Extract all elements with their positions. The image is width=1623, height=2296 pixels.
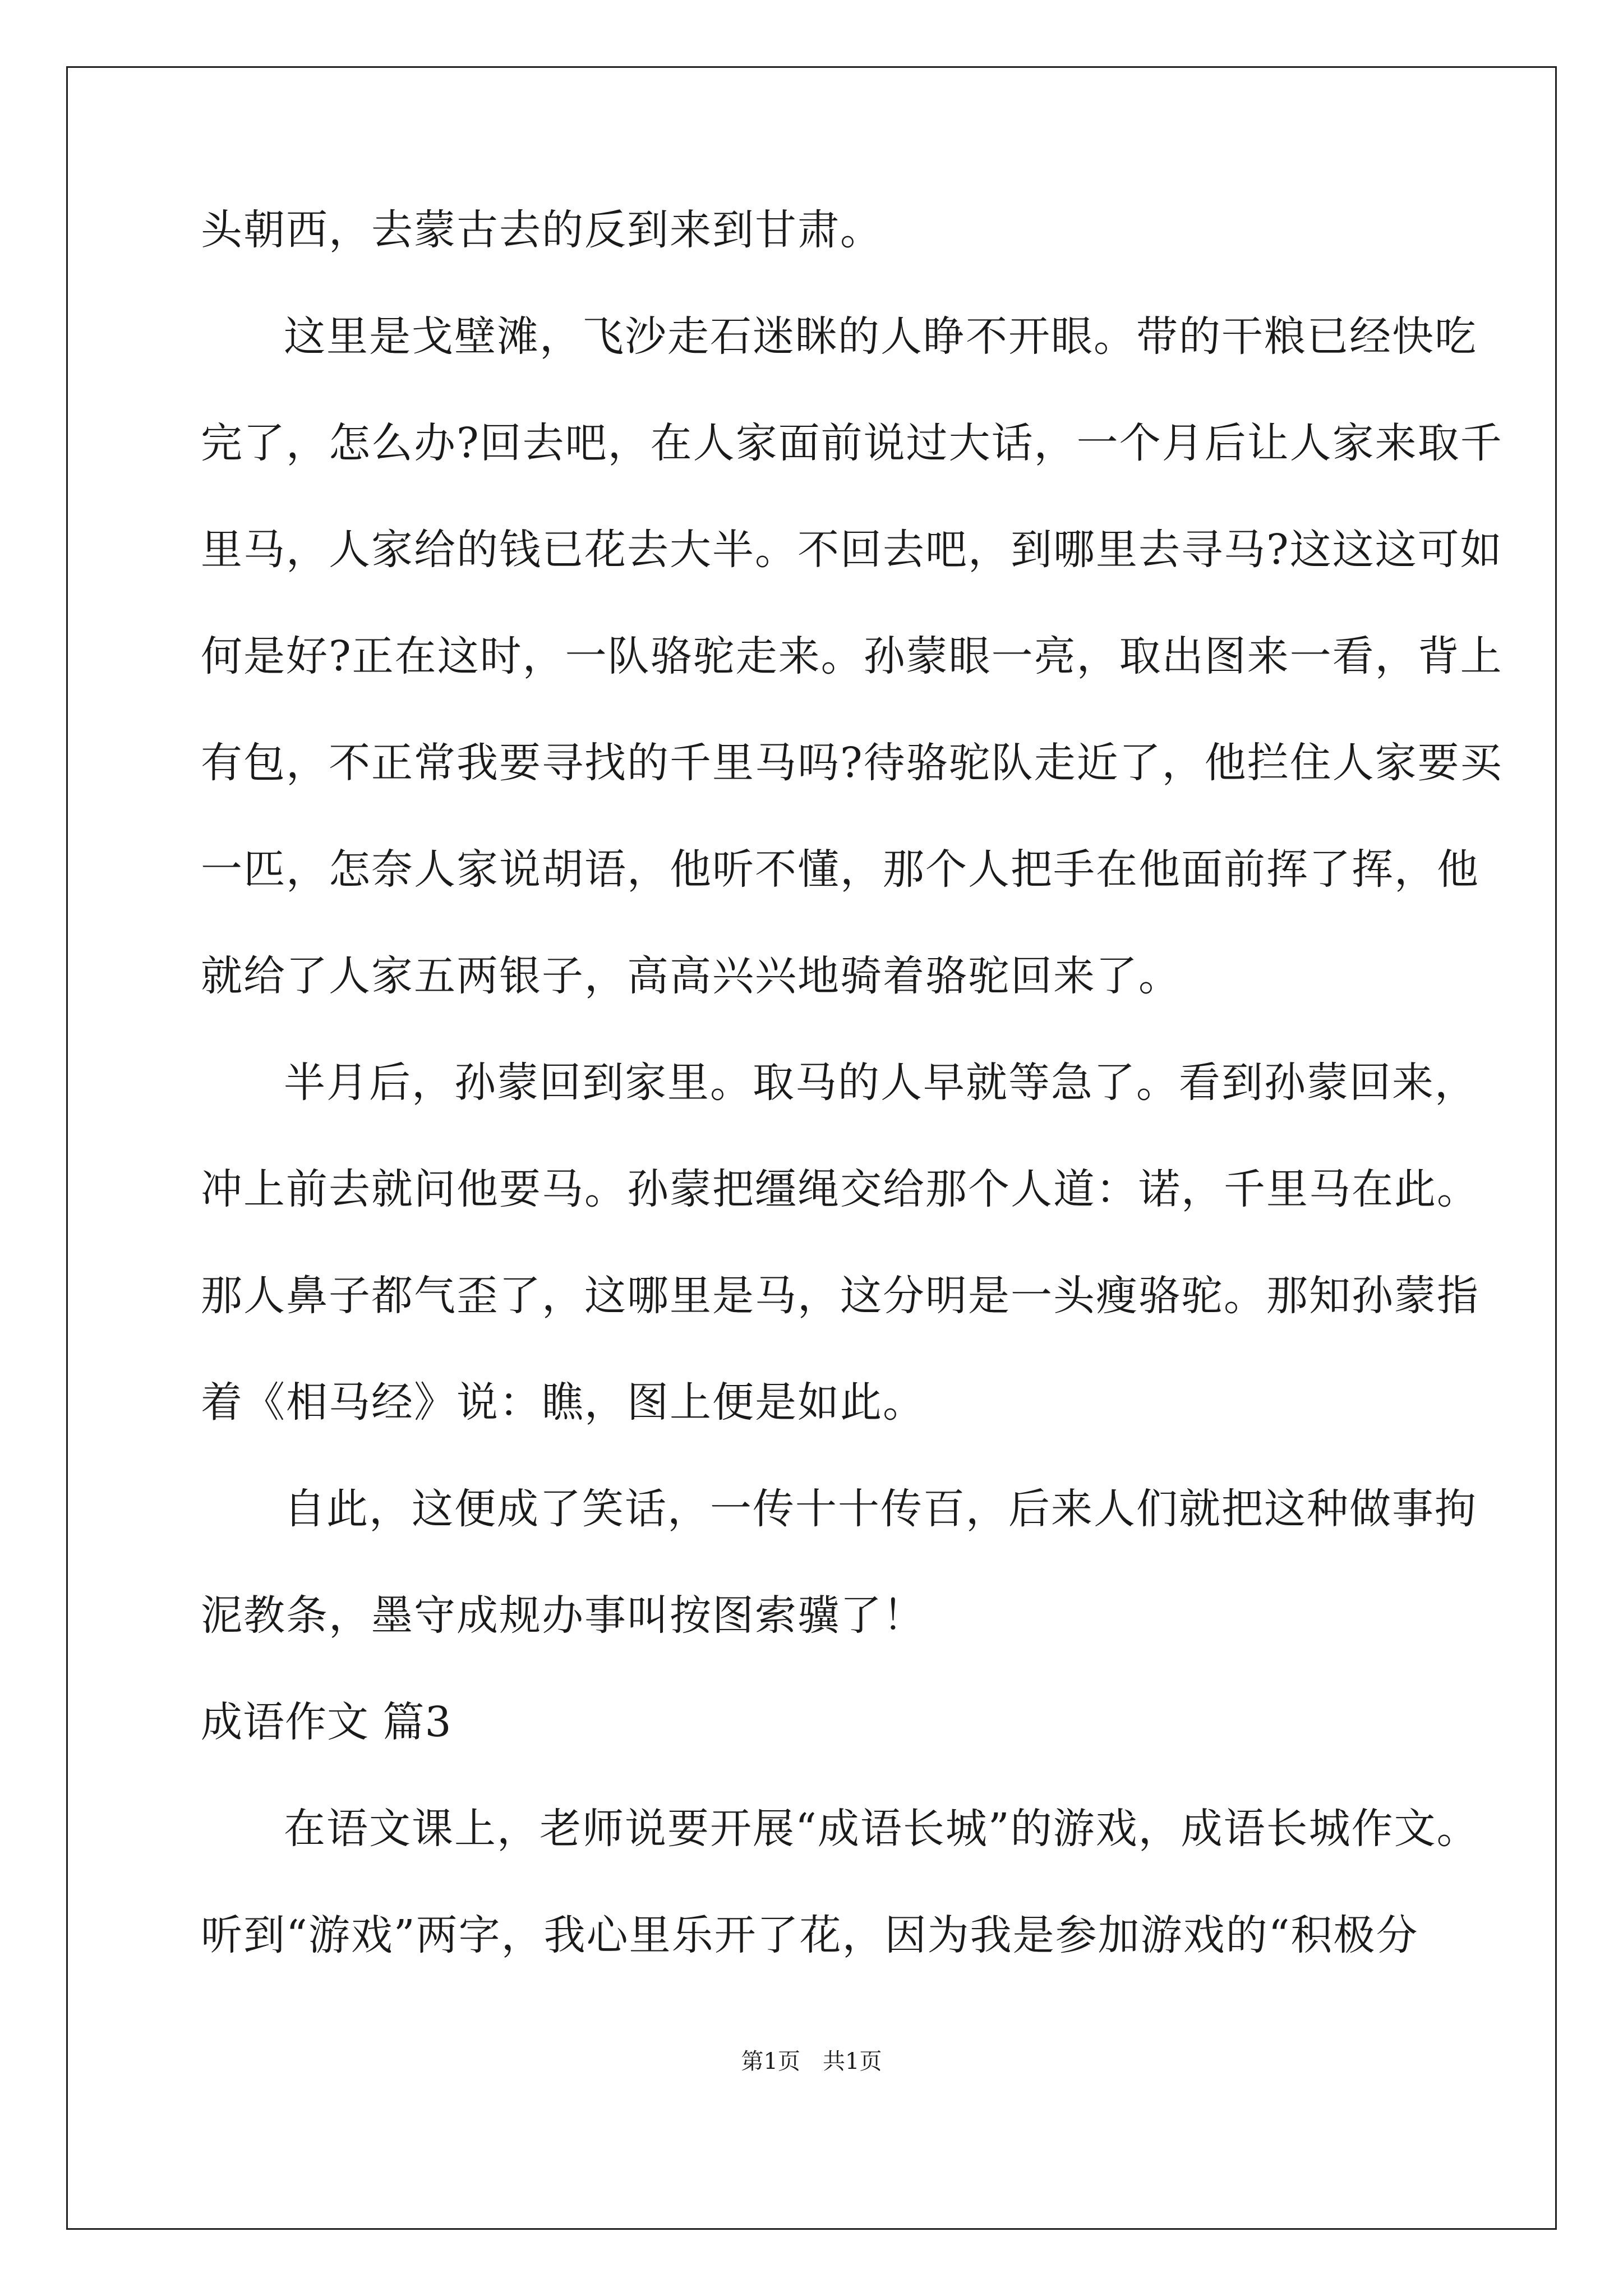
text-line: 里马，人家给的钱已花去大半。不回去吧，到哪里去寻马?这这这可如 [201, 526, 1503, 574]
text-line: 何是好?正在这时，一队骆驼走来。孙蒙眼一亮，取出图来一看，背上 [201, 632, 1503, 680]
text-line: 泥教条，墨守成规办事叫按图索骥了！ [201, 1591, 925, 1640]
text-line: 听到“游戏”两字，我心里乐开了花，因为我是参加游戏的“积极分 [201, 1911, 1419, 1959]
paragraph-line: 这里是戈壁滩，飞沙走石迷眯的人睁不开眼。带的干粮已经快吃 [284, 312, 1477, 361]
page-border [66, 66, 1557, 2230]
text-line: 就给了人家五两银子，高高兴兴地骑着骆驼回来了。 [201, 952, 1181, 1000]
paragraph-line: 自此，这便成了笑话，一传十十传百，后来人们就把这种做事拘 [284, 1485, 1477, 1533]
paragraph-line: 半月后，孙蒙回到家里。取马的人早就等急了。看到孙蒙回来， [284, 1059, 1477, 1107]
text-line: 有包，不正常我要寻找的千里马吗?待骆驼队走近了，他拦住人家要买 [201, 739, 1503, 787]
text-line: 一匹，怎奈人家说胡语，他听不懂，那个人把手在他面前挥了挥，他 [201, 845, 1479, 894]
text-line: 头朝西，去蒙古去的反到来到甘肃。 [201, 206, 883, 254]
section-heading: 成语作文 篇3 [201, 1698, 452, 1746]
page-footer: 第1页 共1页 [741, 2049, 882, 2074]
text-line: 着《相马经》说：瞧，图上便是如此。 [201, 1378, 925, 1427]
text-line: 那人鼻子都气歪了，这哪里是马，这分明是一头瘦骆驼。那知孙蒙指 [201, 1272, 1479, 1320]
text-line: 冲上前去就问他要马。孙蒙把缰绳交给那个人道：诺，千里马在此。 [201, 1165, 1479, 1213]
paragraph-line: 在语文课上，老师说要开展“成语长城”的游戏，成语长城作文。 [284, 1805, 1479, 1853]
text-line: 完了，怎么办?回去吧，在人家面前说过大话，一个月后让人家来取千 [201, 419, 1503, 467]
